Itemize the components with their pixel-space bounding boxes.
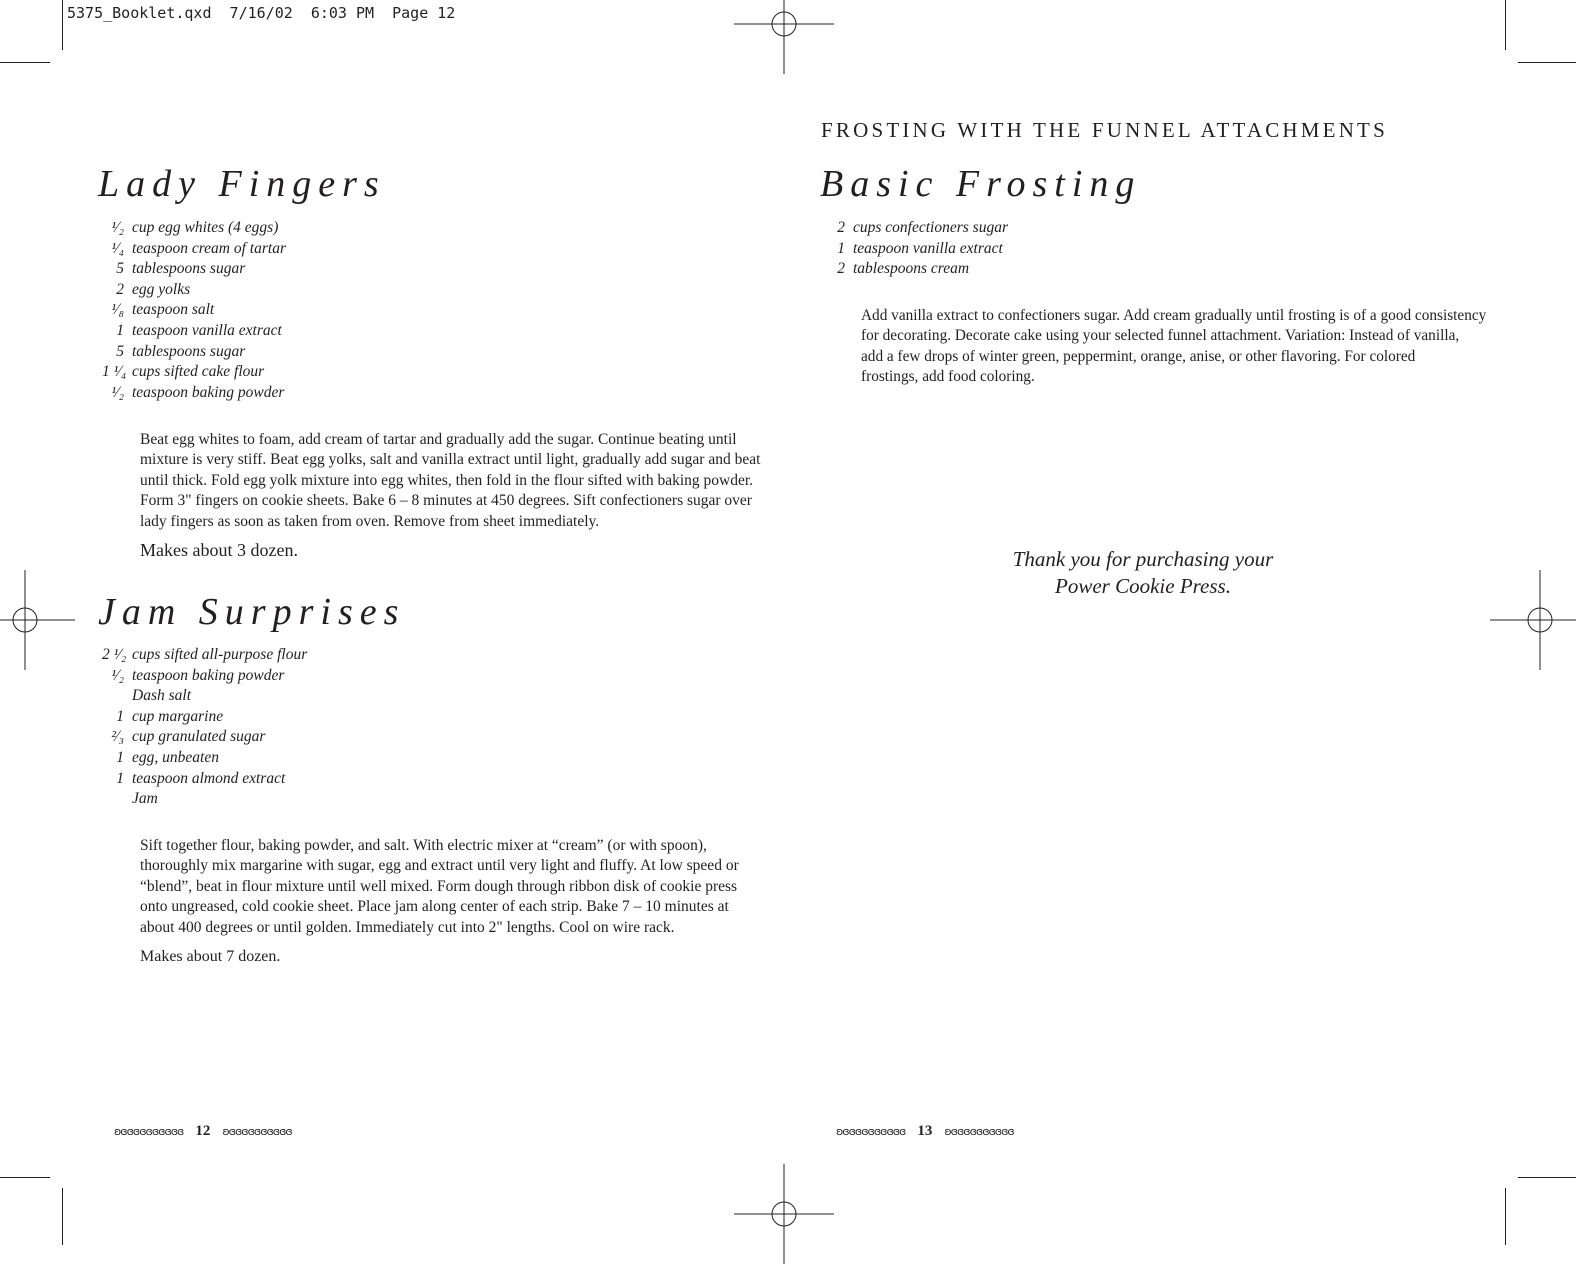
ingredient-item: 1 teaspoon almond extract — [116, 769, 286, 787]
directions-line: add a few drops of winter green, peppermint, orange, anise, or other flavoring. For colored — [861, 347, 1416, 365]
directions-line: thoroughly mix margarine with sugar, egg and extract until very light and fluffy. At low speed or — [140, 857, 739, 875]
directions-line: until thick. Fold egg yolk mixture into egg whites, then fold in the flour sifted with baking powder. — [140, 471, 754, 489]
thank-you-line: Power Cookie Press. — [1055, 574, 1231, 598]
left-page — [40, 0, 800, 1245]
recipe-yield: Makes about 3 dozen. — [140, 540, 298, 560]
page-footer — [836, 1121, 1014, 1141]
ingredient-item: ¹⁄₂ teaspoon baking powder — [111, 666, 285, 684]
directions-line: “blend”, beat in flour mixture until well mixed. Form dough through ribbon disk of cookie press — [140, 877, 738, 895]
directions-line: Sift together flour, baking powder, and salt. With electric mixer at “cream” (or with spoon), — [140, 837, 707, 854]
recipe-directions — [140, 836, 739, 938]
directions-line: Add vanilla extract to confectioners sugar. Add cream gradually until frosting is of a good consistency — [861, 307, 1487, 324]
ingredient-item: ²⁄₃ cup granulated sugar — [111, 728, 266, 746]
directions-line: onto ungreased, cold cookie sheet. Place jam along center of each strip. Bake 7 – 10 minutes at — [140, 898, 729, 916]
directions-line: about 400 degrees or until golden. Immediately cut into 2" lengths. Cool on wire rack. — [140, 918, 675, 936]
section-heading: FROSTING WITH THE FUNNEL ATTACHMENTS — [821, 118, 1388, 142]
directions-line: mixture is very stiff. Beat egg yolks, salt and vanilla extract until light, gradually add sugar and beat — [140, 451, 761, 469]
ingredient-item: 1 egg, unbeaten — [116, 748, 219, 766]
thank-you-message — [938, 546, 1348, 600]
scroll-ornament-icon: ʚɞɞɞɞɞɞɞɞɞɞ — [836, 1124, 906, 1138]
ingredient-item: 2 tablespoons cream — [837, 260, 970, 278]
scroll-ornament-icon: ʚɞɞɞɞɞɞɞɞɞɞ — [222, 1124, 292, 1138]
ingredient-item: ¹⁄₄ teaspoon cream of tartar — [111, 239, 286, 257]
ingredient-item: 5 tablespoons sugar — [116, 260, 246, 278]
ingredient-list — [102, 645, 307, 810]
recipe-title: Lady Fingers — [98, 163, 386, 205]
ingredient-item: 2 egg yolks — [116, 280, 191, 298]
ingredient-item: 1 teaspoon vanilla extract — [116, 321, 282, 339]
ingredient-item: 1 ¹⁄₄ cups sifted cake flour — [102, 363, 265, 381]
directions-line: for decorating. Decorate cake using your selected funnel attachment. Variation: Instead of vanilla, — [861, 327, 1460, 345]
thank-you-line: Thank you for purchasing your — [1012, 547, 1274, 571]
ingredient-item: ¹⁄₂ teaspoon baking powder — [111, 383, 285, 401]
directions-line: Beat egg whites to foam, add cream of tartar and gradually add the sugar. Continue beating until — [140, 431, 737, 448]
ingredient-list — [822, 218, 1008, 280]
slug-line: 5375_Booklet.qxd 7/16/02 6:03 PM Page 12 — [67, 4, 456, 22]
ingredient-item: 1 cup margarine — [116, 707, 224, 725]
recipe-title: Jam Surprises — [98, 591, 406, 633]
directions-line: Form 3" fingers on cookie sheets. Bake 6 – 8 minutes at 450 degrees. Sift confectioners sugar over — [140, 492, 752, 510]
page-number: 12 — [195, 1122, 211, 1139]
ingredient-item: Jam — [132, 790, 158, 808]
ingredient-item: ¹⁄₂ cup egg whites (4 eggs) — [111, 219, 279, 236]
ingredient-item: 2 cups confectioners sugar — [837, 219, 1008, 236]
right-page — [788, 0, 1548, 1245]
ingredient-item: 5 tablespoons sugar — [116, 342, 246, 360]
ingredient-list — [102, 218, 286, 403]
page-number: 13 — [917, 1122, 933, 1139]
ingredient-item: 1 teaspoon vanilla extract — [837, 239, 1003, 257]
ingredient-item: 2 ¹⁄₂ cups sifted all-purpose flour — [102, 646, 308, 663]
recipe-title: Basic Frosting — [820, 163, 1142, 205]
directions-line: frostings, add food coloring. — [861, 368, 1035, 386]
recipe-directions — [861, 306, 1486, 388]
recipe-yield: Makes about 7 dozen. — [140, 948, 281, 965]
recipe-directions — [140, 430, 760, 532]
scroll-ornament-icon: ʚɞɞɞɞɞɞɞɞɞɞ — [114, 1124, 184, 1138]
ingredient-item: ¹⁄₈ teaspoon salt — [111, 301, 215, 319]
ingredient-item: Dash salt — [132, 687, 191, 705]
directions-line: lady fingers as soon as taken from oven. Remove from sheet immediately. — [140, 512, 600, 530]
scroll-ornament-icon: ʚɞɞɞɞɞɞɞɞɞɞ — [944, 1124, 1014, 1138]
page-footer — [114, 1121, 292, 1141]
